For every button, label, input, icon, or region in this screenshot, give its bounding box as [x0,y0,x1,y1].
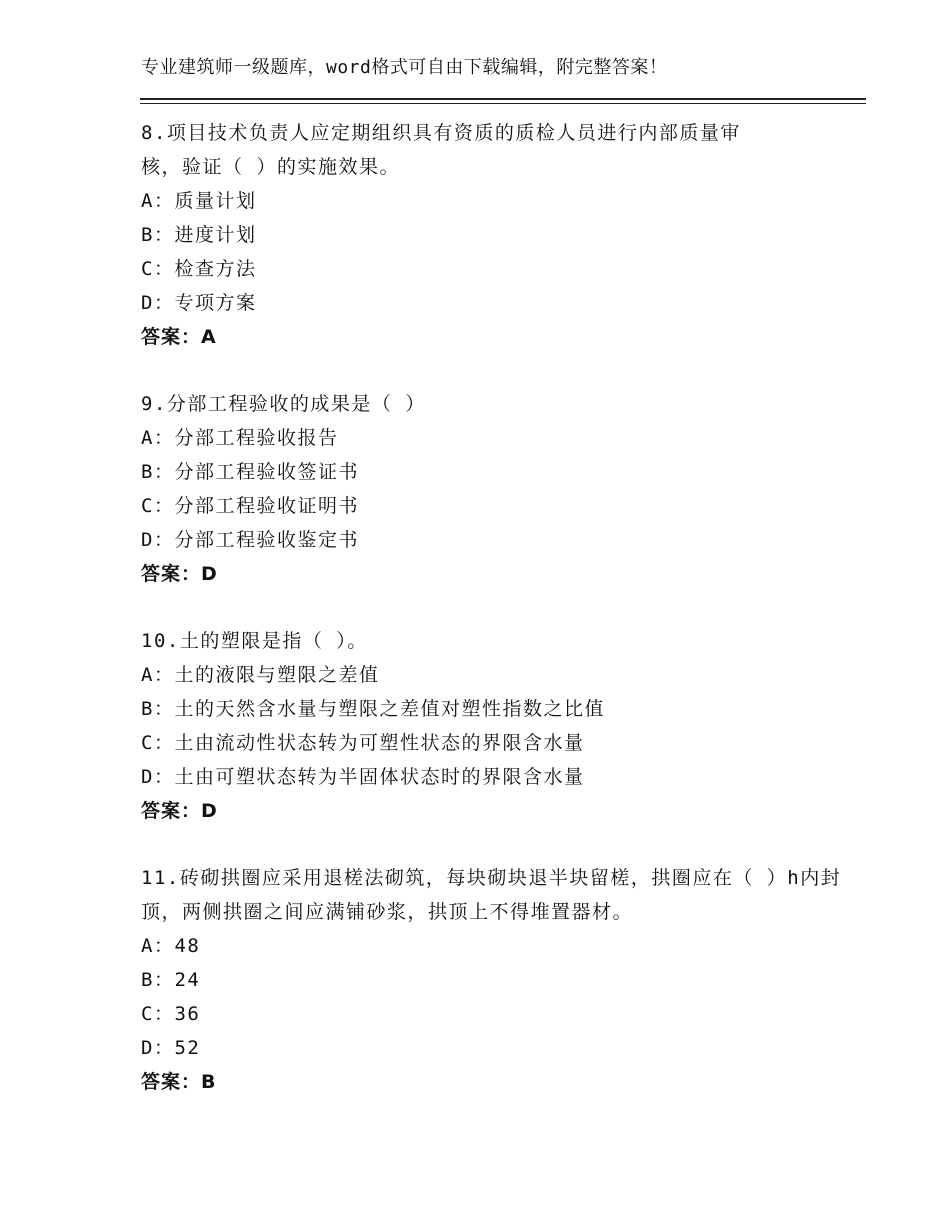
answer: 答案：B [141,1071,217,1093]
question-stem: 8.项目技术负责人应定期组织具有资质的质检人员进行内部质量审核，验证（ ）的实施效果。 [141,122,741,178]
header-rule-thick [140,98,866,100]
answer: 答案：A [141,326,217,348]
question-list [141,116,842,1132]
header-rule-thin [140,103,866,104]
option-a: A：48 [141,935,201,957]
question-10 [141,624,781,828]
option-a: A：质量计划 [141,190,257,212]
option-d: D：专项方案 [141,292,257,314]
option-c: C：分部工程验收证明书 [141,495,359,517]
answer: 答案：D [141,800,218,822]
option-b: B：24 [141,969,201,991]
option-d: D：分部工程验收鉴定书 [141,529,359,551]
question-8 [141,116,781,354]
page-header: 专业建筑师一级题库，word格式可自由下载编辑，附完整答案！ [141,57,668,78]
option-b: B：进度计划 [141,224,257,246]
option-c: C：土由流动性状态转为可塑性状态的界限含水量 [141,732,585,754]
option-c: C：36 [141,1003,201,1025]
option-d: D：52 [141,1037,201,1059]
option-b: B：分部工程验收签证书 [141,461,359,483]
question-9 [141,387,781,591]
question-stem: 9.分部工程验收的成果是（ ） [141,393,426,415]
option-b: B：土的天然含水量与塑限之差值对塑性指数之比值 [141,698,605,720]
answer: 答案：D [141,563,218,585]
option-d: D：土由可塑状态转为半固体状态时的界限含水量 [141,766,585,788]
option-a: A：土的液限与塑限之差值 [141,664,380,686]
question-11 [141,861,842,1099]
question-stem: 10.土的塑限是指（ ）。 [141,630,368,652]
option-c: C：检查方法 [141,258,257,280]
option-a: A：分部工程验收报告 [141,427,339,449]
question-stem: 11.砖砌拱圈应采用退槎法砌筑，每块砌块退半块留槎，拱圈应在（ ）h内封顶，两侧拱圈之间应满铺砂浆，拱顶上不得堆置器材。 [141,867,842,923]
